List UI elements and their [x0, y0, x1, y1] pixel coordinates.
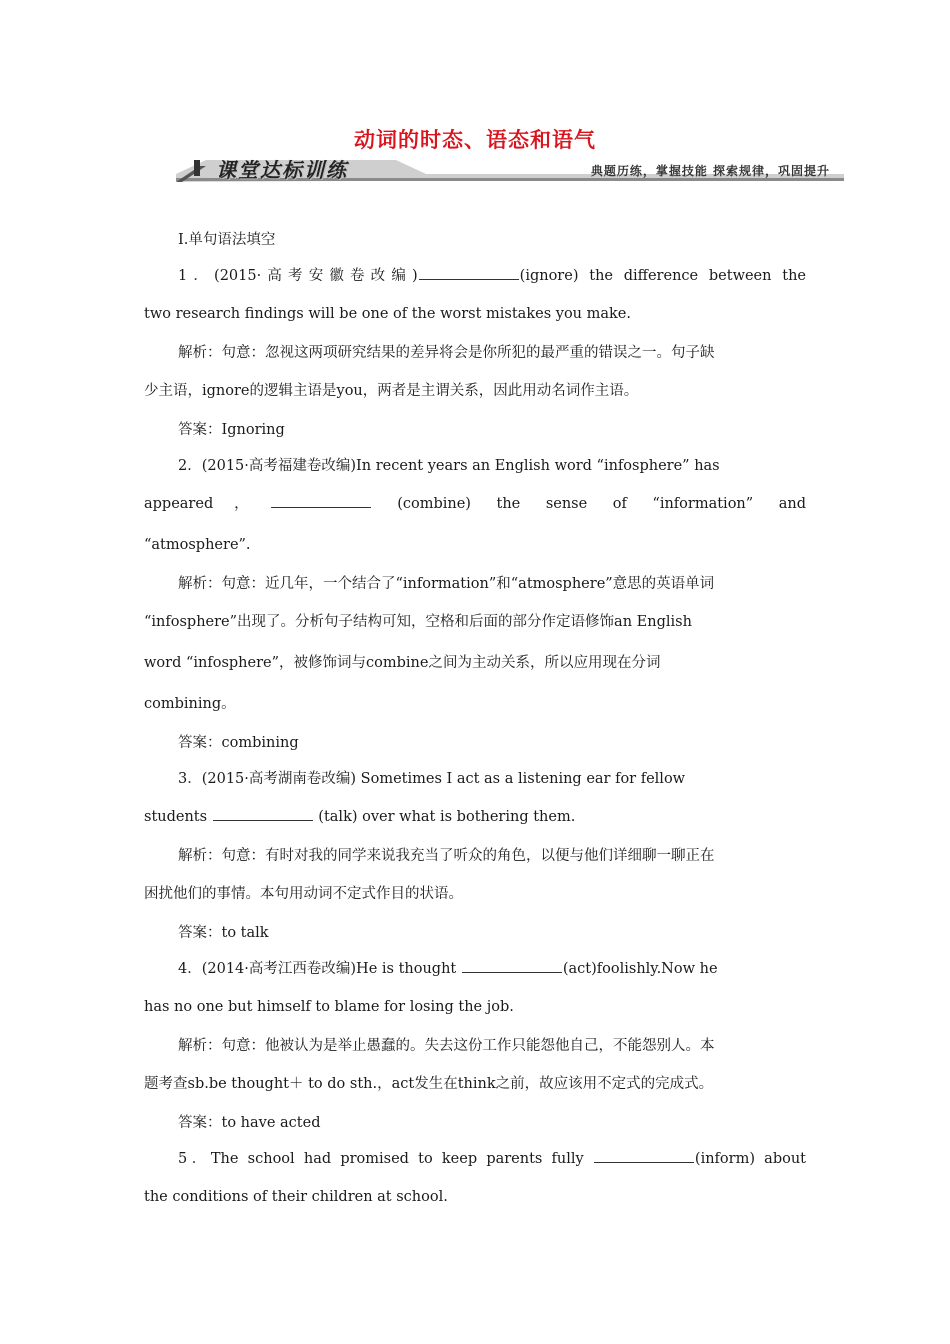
section-heading: Ⅰ.单句语法填空 [178, 232, 276, 248]
question-5-line-2: the conditions of their children at school. [144, 1189, 448, 1205]
banner-label: 课堂达标训练 [216, 158, 348, 182]
question-2-line-3: “atmosphere”. [144, 537, 251, 553]
exercise-content [144, 222, 806, 1218]
answer-blank-3[interactable] [213, 806, 313, 821]
explanation-1-line-1: 解析：句意：忽视这两项研究结果的差异将会是你所犯的最严重的错误之一。句子缺 [178, 345, 715, 361]
answer-blank-1[interactable] [419, 265, 519, 280]
answer-4: 答案：to have acted [178, 1115, 321, 1131]
explanation-2-line-3: word “infosphere”，被修饰词与combine之间为主动关系，所以应用现在分词 [144, 655, 661, 671]
question-5-line-1: 5．The school had promised to keep parents fully (inform) about [144, 1141, 806, 1177]
explanation-2-line-4: combining。 [144, 696, 236, 712]
explanation-1-line-2: 少主语，ignore的逻辑主语是you，两者是主谓关系，因此用动名词作主语。 [144, 383, 639, 399]
question-1-line-2: two research findings will be one of the worst mistakes you make. [144, 306, 631, 322]
answer-3: 答案：to talk [178, 925, 269, 941]
question-2-line-1: 2．(2015·高考福建卷改编)In recent years an English word “infosphere” has [178, 458, 720, 474]
answer-1: 答案：Ignoring [178, 422, 285, 438]
question-4-line-2: has no one but himself to blame for losing the job. [144, 999, 514, 1015]
explanation-3-line-2: 困扰他们的事情。本句用动词不定式作目的状语。 [144, 886, 463, 902]
explanation-3-line-1: 解析：句意：有时对我的同学来说我充当了听众的角色，以便与他们详细聊一聊正在 [178, 848, 715, 864]
answer-blank-5[interactable] [594, 1148, 694, 1163]
question-3-line-2: students (talk) over what is bothering them. [144, 797, 806, 838]
answer-blank-2[interactable] [271, 493, 371, 508]
page-title: 动词的时态、语态和语气 [354, 128, 596, 152]
question-2-line-2: appeared， (combine) the sense of “information” and [144, 484, 806, 525]
answer-blank-4[interactable] [462, 958, 562, 973]
explanation-4-line-2: 题考查sb.be thought＋ to do sth.，act发生在think之前，故应该用不定式的完成式。 [144, 1076, 714, 1092]
question-1-line-1: 1．(2015·高考安徽卷改编) (ignore) the difference between the [144, 258, 806, 294]
banner-slogan: 典题历练，掌握技能 探索规律，巩固提升 [590, 164, 830, 178]
explanation-4-line-1: 解析：句意：他被认为是举止愚蠢的。失去这份工作只能怨他自己，不能怨别人。本 [178, 1038, 715, 1054]
question-3-line-1: 3．(2015·高考湖南卷改编) Sometimes I act as a listening ear for fellow [178, 771, 686, 787]
answer-2: 答案：combining [178, 735, 299, 751]
explanation-2-line-1: 解析：句意：近几年，一个结合了“information”和“atmosphere”意思的英语单词 [178, 576, 715, 592]
explanation-2-line-2: “infosphere”出现了。分析句子结构可知，空格和后面的部分作定语修饰an English [144, 614, 692, 630]
question-4-line-1: 4．(2014·高考江西卷改编)He is thought (act)foolishly.Now he [144, 951, 806, 987]
section-banner [176, 152, 844, 186]
